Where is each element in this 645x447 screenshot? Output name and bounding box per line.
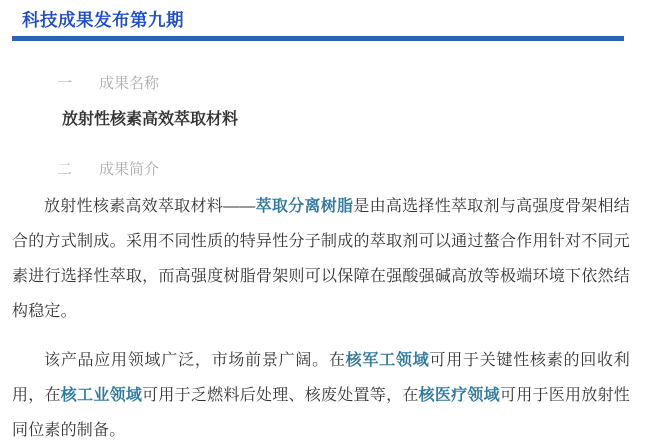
text-segment: 可用于乏燃料后处理、核废处置等，在 bbox=[142, 386, 419, 404]
text-segment: 放射性核素高效萃取材料—— bbox=[44, 197, 256, 215]
text-segment: 可用于医用放射性同位素的制备。 bbox=[12, 386, 630, 439]
section-2-heading bbox=[57, 161, 645, 179]
highlight-term: 核军工领域 bbox=[345, 351, 430, 369]
title-underline-rule bbox=[12, 36, 624, 41]
text-segment: 该产品应用领域广泛，市场前景广阔。在 bbox=[44, 351, 346, 369]
intro-paragraph-2 bbox=[12, 343, 630, 447]
document-header bbox=[0, 0, 645, 41]
text-segment: 是由高选择性萃取剂与高强度骨架相结合的方式制成。采用不同性质的特异性分子制成的萃取剂可以通过螯合作用针对不同元素进行选择性萃取，而高强度树脂骨架则可以保障在强酸强碱高放等极端环境下依然结构稳定。 bbox=[12, 197, 630, 320]
highlight-term: 核医疗领域 bbox=[418, 386, 500, 404]
section-1-number: 一 bbox=[57, 74, 73, 92]
result-name: 放射性核素高效萃取材料 bbox=[62, 110, 239, 128]
document-body bbox=[0, 75, 645, 447]
section-1-heading bbox=[57, 75, 645, 93]
section-2-label: 成果简介 bbox=[99, 160, 160, 178]
section-2-number: 二 bbox=[57, 160, 73, 178]
intro-paragraph-1 bbox=[12, 189, 630, 329]
section-1-label: 成果名称 bbox=[99, 74, 160, 92]
page-title: 科技成果发布第九期 bbox=[22, 10, 184, 30]
highlight-term: 萃取分离树脂 bbox=[255, 197, 354, 215]
text-segment: 可用于关键性核素的回收利用，在 bbox=[12, 351, 630, 404]
highlight-term: 核工业领域 bbox=[60, 386, 143, 404]
